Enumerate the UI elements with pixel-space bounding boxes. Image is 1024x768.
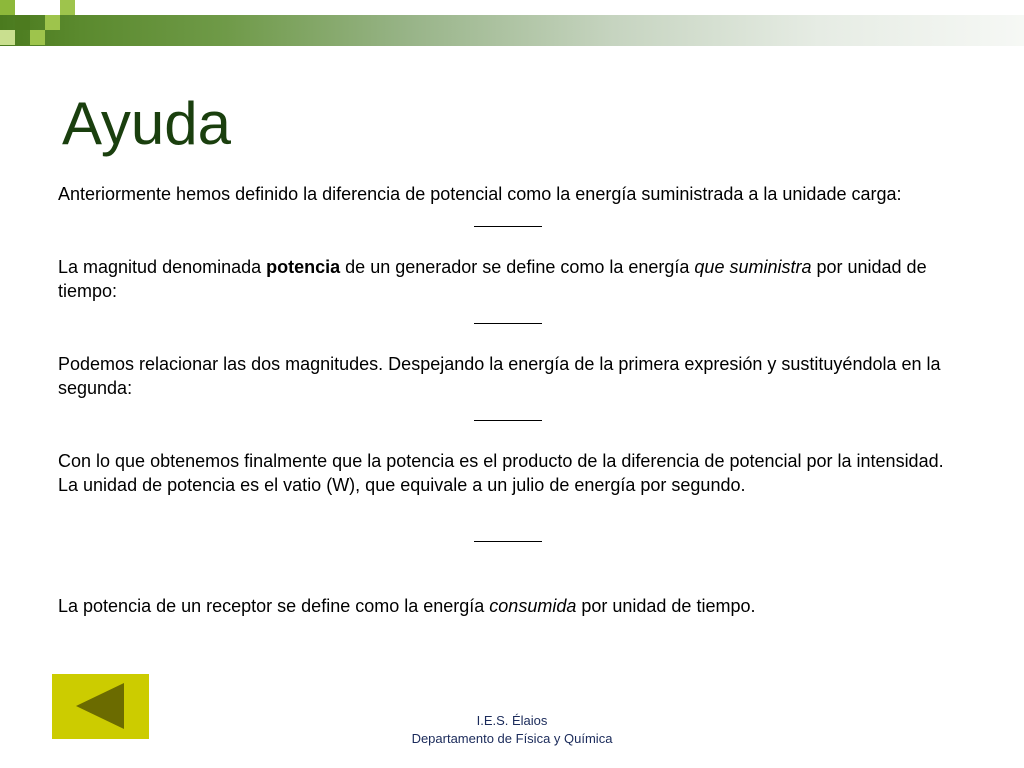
triangle-left-icon [74,681,126,731]
formula-blank-4 [58,523,958,548]
decor-square [30,0,45,15]
footer [362,712,662,748]
footer-school: I.E.S. Élaios [476,713,548,728]
paragraph-2: La magnitud denominada potencia de un generador se define como la energía que suministra por unidad de tiempo: [58,257,927,301]
footer-department: Departamento de Física y Química [411,731,613,746]
decor-square [0,30,15,45]
paragraph-5: La potencia de un receptor se define como la energía consumida por unidad de tiempo. [58,596,756,616]
decor-square [30,30,45,45]
decor-square [45,15,60,30]
decor-square [0,0,15,15]
decor-square [45,0,60,15]
decor-square [60,0,75,15]
formula-blank-2 [58,305,958,330]
potencia-term: potencia [266,257,341,277]
slide-title: Ayuda [62,90,232,157]
paragraph-4: Con lo que obtenemos finalmente que la potencia es el producto de la diferencia de potencial por la intensidad. La unidad de potencia es el vatio (W), que equivale a un julio de energía por segundo. [58,451,944,495]
back-button[interactable] [52,674,149,739]
decor-square [15,15,30,30]
paragraph-3: Podemos relacionar las dos magnitudes. Despejando la energía de la primera expresión y sustituyéndola en la segunda: [58,354,941,398]
slide-content [58,182,958,618]
paragraph-1: Anteriormente hemos definido la diferencia de potencial como la energía suministrada a la unidade carga: [58,184,902,204]
formula-blank-3 [58,402,958,427]
formula-blank-1 [58,208,958,233]
header-decoration-bar [0,15,1024,46]
